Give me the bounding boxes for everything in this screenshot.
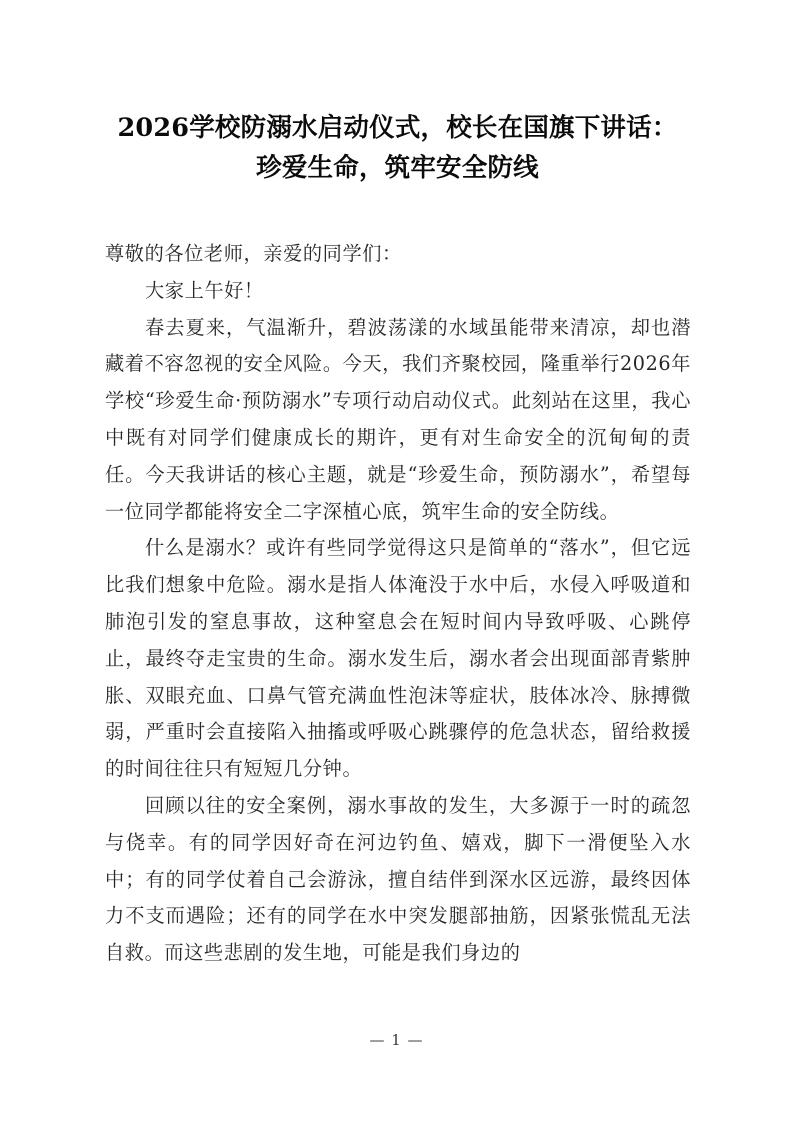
paragraph-salutation: 尊敬的各位老师，亲爱的同学们： — [105, 242, 402, 265]
page-title: 2026学校防溺水启动仪式，校长在国旗下讲话：珍爱生命，筑牢安全防线 — [117, 113, 678, 183]
paragraph-greeting: 大家上午好！ — [145, 278, 264, 302]
paragraph-definition: 什么是溺水？或许有些同学觉得这只是简单的“落水”，但它远比我们想象中危险。溺水是指人体淹没于水中后，水侵入呼吸道和肺泡引发的窒息事故，这种窒息会在短时间内导致呼吸、心跳停止，最终夺走宝贵的生命。溺水发生后，溺水者会出现面部青紫肿胀、双眼充血、口鼻气管充满血性泡沫等症状，肢体冰冷、脉搏微弱，严重时会直接陷入抽搐或呼吸心跳骤停的危急状态，留给救援的时间往往只有短短几分钟。 — [105, 536, 691, 781]
paragraph-cases: 回顾以往的安全案例，溺水事故的发生，大多源于一时的疏忽与侥幸。有的同学因好奇在河边钓鱼、嬉戏，脚下一滑便坠入水中；有的同学仗着自己会游泳，擅自结伴到深水区远游，最终因体力不支而遇险；还有的同学在水中突发腿部抽筋，因紧张慌乱无法自救。而这些悲剧的发生地，可能是我们身边的 — [105, 793, 691, 965]
document-body — [105, 236, 691, 972]
page-number: — 1 — — [369, 1031, 424, 1049]
paragraph-opening: 春去夏来，气温渐升，碧波荡漾的水域虽能带来清凉，却也潜藏着不容忽视的安全风险。今天，我们齐聚校园，隆重举行2026年学校“珍爱生命·预防溺水”专项行动启动仪式。此刻站在这里，我心中既有对同学们健康成长的期许，更有对生命安全的沉甸甸的责任。今天我讲话的核心主题，就是“珍爱生命，预防溺水”，希望每一位同学都能将安全二字深植心底，筑牢生命的安全防线。 — [105, 315, 691, 523]
